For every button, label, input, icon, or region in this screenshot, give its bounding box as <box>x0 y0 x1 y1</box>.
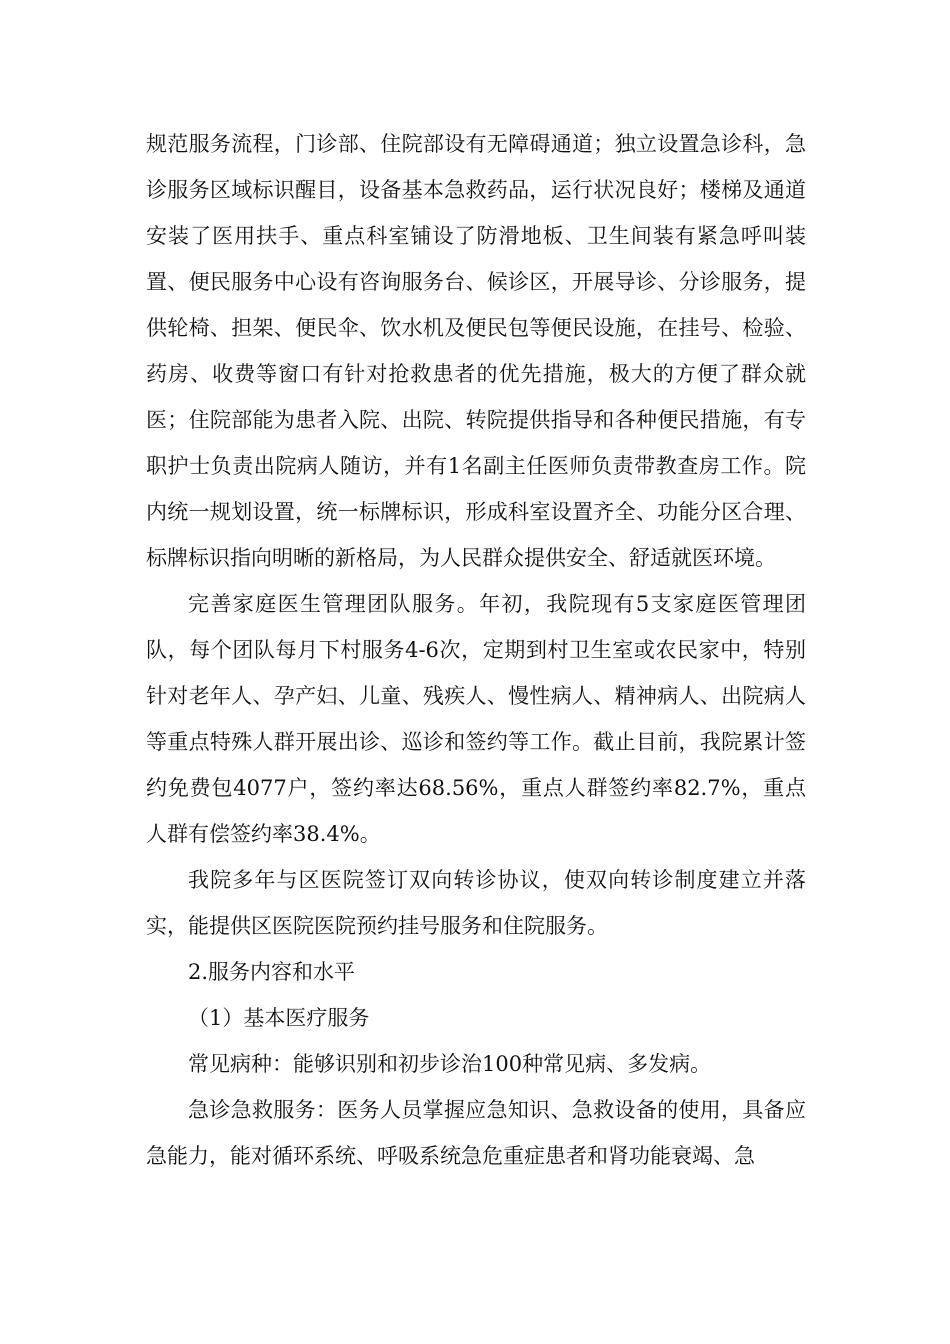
section-heading-service-content: 2.服务内容和水平 <box>188 960 356 984</box>
document-body <box>146 121 806 1179</box>
paragraph-family-doctor: 完善家庭医生管理团队服务。年初，我院现有5支家庭医管理团队，每个团队每月下村服务4-6次，定期到村卫生室或农民家中，特别针对老年人、孕产妇、儿童、残疾人、慢性病人、精神病人、出院病人等重点特殊人群开展出诊、巡诊和签约等工作。截止目前，我院累计签约免费包4077户，签约率达68.56%，重点人群签约率82.7%，重点人群有偿签约率38.4%。 <box>146 592 806 846</box>
subsection-heading-basic-medical: （1）基本医疗服务 <box>188 1006 370 1030</box>
paragraph-common-diseases: 常见病种：能够识别和初步诊治100种常见病、多发病。 <box>188 1052 712 1076</box>
paragraph-referral: 我院多年与区医院签订双向转诊协议，使双向转诊制度建立并落实，能提供区医院医院预约挂号服务和住院服务。 <box>146 868 806 938</box>
paragraph-emergency-services: 急诊急救服务：医务人员掌握应急知识、急救设备的使用，具备应急能力，能对循环系统、呼吸系统急危重症患者和肾功能衰竭、急 <box>146 1098 806 1168</box>
paragraph-facilities: 规范服务流程，门诊部、住院部设有无障碍通道；独立设置急诊科，急诊服务区域标识醒目，设备基本急救药品，运行状况良好；楼梯及通道安装了医用扶手、重点科室铺设了防滑地板、卫生间装有紧急呼叫装置、便民服务中心设有咨询服务台、候诊区，开展导诊、分诊服务，提供轮椅、担架、便民伞、饮水机及便民包等便民设施，在挂号、检验、药房、收费等窗口有针对抢救患者的优先措施，极大的方便了群众就医；住院部能为患者入院、出院、转院提供指导和各种便民措施，有专职护士负责出院病人随访，并有1名副主任医师负责带教查房工作。院内统一规划设置，统一标牌标识，形成科室设置齐全、功能分区合理、标牌标识指向明晰的新格局，为人民群众提供安全、舒适就医环境。 <box>146 132 806 570</box>
